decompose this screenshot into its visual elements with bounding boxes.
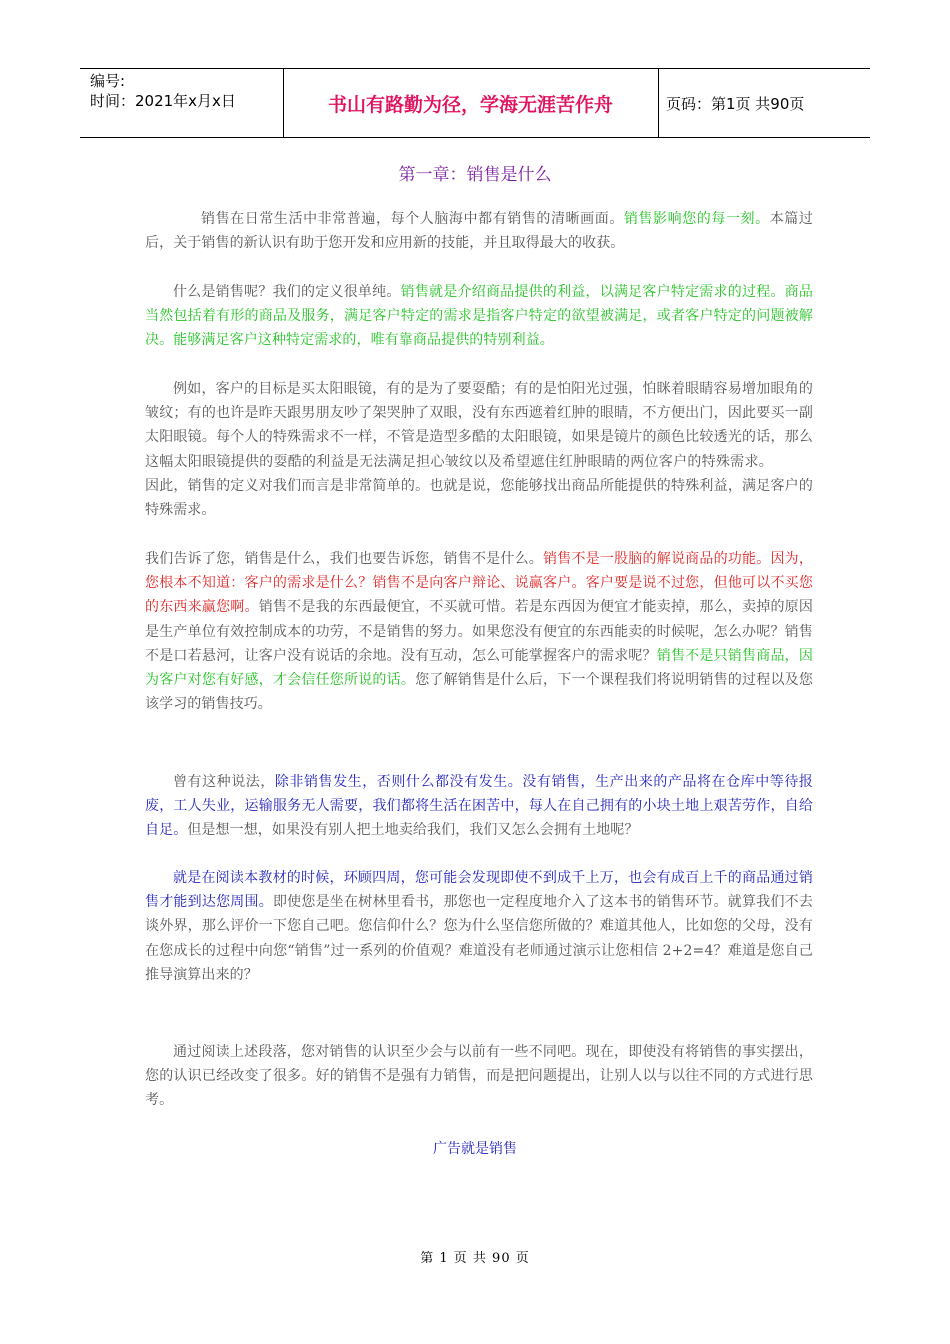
text-span: 我们告诉了您，销售是什么，我们也要告诉您，销售不是什么。 — [145, 551, 544, 567]
text-span: 您了解销售是什么后，下一个课程我们将说明销售的过程以及您该学习的销售技巧。 — [145, 672, 813, 713]
paragraph-3 — [145, 377, 813, 522]
text-span: 销售在日常生活中非常普遍，每个人脑海中都有销售的清晰画面。 — [201, 211, 624, 227]
highlight-text: 销售不是只销售商品，因为客户对您有好感，才会信任您所说的话。 — [145, 647, 813, 689]
header-page-number: 页码：第1页 共90页 — [666, 94, 805, 113]
text-span: 本篇过后，关于销售的新认识有助于您开发和应用新的技能，并且取得最大的收获。 — [145, 211, 813, 252]
document-number-label: 编号: — [90, 72, 126, 90]
paragraph-4 — [145, 547, 813, 716]
highlight-text: 除非销售发生，否则什么都没有发生。没有销售，生产出来的产品将在仓库中等待报废，工人失业，运输服务无人需要，我们都将生活在困苦中，每人在自己拥有的小块土地上艰苦劳作，自给自足。 — [145, 774, 813, 839]
paragraph-1 — [145, 207, 813, 255]
text-span: 什么是销售呢？我们的定义很单纯。 — [173, 284, 401, 300]
paragraph-5 — [145, 770, 813, 843]
text-span: 曾有这种说法， — [173, 774, 275, 790]
document-time-label: 时间：2021年x月x日 — [90, 92, 236, 110]
paragraph-6 — [145, 866, 813, 987]
header-motto: 书山有路勤为径，学海无涯苦作舟 — [327, 93, 613, 116]
highlight-text: 就是在阅读本教材的时候，环顾四周，您可能会发现即使不到成千上万，也会有成百上千的商品通过销售才能到达您周围。 — [145, 870, 813, 911]
text-span: 销售不是我的东西最便宜，不买就可惜。若是东西因为便宜才能卖掉，那么，卖掉的原因是生产单位有效控制成本的功劳，不是销售的努力。如果您没有便宜的东西能卖的时候呢，怎么办呢？销售不是口若悬河，让客户没有说话的余地。没有互动，怎么可能掌握客户的需求呢？ — [145, 599, 813, 664]
header-divider — [658, 69, 659, 137]
highlight-text: 销售就是介绍商品提供的利益，以满足客户特定需求的过程。商品当然包括着有形的商品及服务，满足客户特定的需求是指客户特定的欲望被满足，或者客户特定的问题被解决。能够满足客户这种特定需求的，唯有靠商品提供的特别利益。 — [145, 284, 813, 349]
highlight-text: 销售不是一股脑的解说商品的功能。因为，您根本不知道：客户的需求是什么？销售不是向客户辩论、说赢客户。客户要是说不过您，但他可以不买您的东西来赢您啊。 — [145, 551, 813, 616]
page-header — [80, 68, 870, 138]
section-subtitle: 广告就是销售 — [433, 1141, 517, 1157]
chapter-title: 第一章：销售是什么 — [398, 165, 552, 185]
header-info — [90, 71, 280, 111]
text-span: 例如，客户的目标是买太阳眼镜，有的是为了要耍酷；有的是怕阳光过强，怕眯着眼睛容易增加眼角的皱纹；有的也许是昨天跟男朋友吵了架哭肿了双眼，没有东西遮着红肿的眼睛，不方便出门，因此要买一副太阳眼镜。每个人的特殊需求不一样，不管是造型多酷的太阳眼镜，如果是镜片的颜色比较透光的话，那么这幅太阳眼镜提供的耍酷的利益是无法满足担心皱纹以及希望遮住红肿眼睛的两位客户的特殊需求。 — [145, 381, 813, 470]
page-footer: 第 1 页 共 90 页 — [420, 1251, 530, 1266]
text-span: 即使您是坐在树林里看书，那您也一定程度地介入了这本书的销售环节。就算我们不去谈外界，那么评价一下您自己吧。您信仰什么？您为什么坚信您所做的？难道其他人，比如您的父母，没有在您成长的过程中向您“销售”过一系列的价值观？难道没有老师通过演示让您相信 2+2=4？难道是您自己推导演算出来的？ — [145, 894, 813, 983]
highlight-text: 销售影响您的每一刻。 — [623, 211, 770, 227]
paragraph-7: 通过阅读上述段落，您对销售的认识至少会与以前有一些不同吧。现在，即使没有将销售的事实摆出，您的认识已经改变了很多。好的销售不是强有力销售，而是把问题提出，让别人以与以往不同的方式进行思考。 — [145, 1044, 813, 1109]
paragraph-2 — [145, 280, 813, 353]
text-span: 因此，销售的定义对我们而言是非常简单的。也就是说，您能够找出商品所能提供的特殊利益，满足客户的特殊需求。 — [145, 477, 813, 519]
text-span: 但是想一想，如果没有别人把土地卖给我们，我们又怎么会拥有土地呢？ — [187, 822, 639, 839]
